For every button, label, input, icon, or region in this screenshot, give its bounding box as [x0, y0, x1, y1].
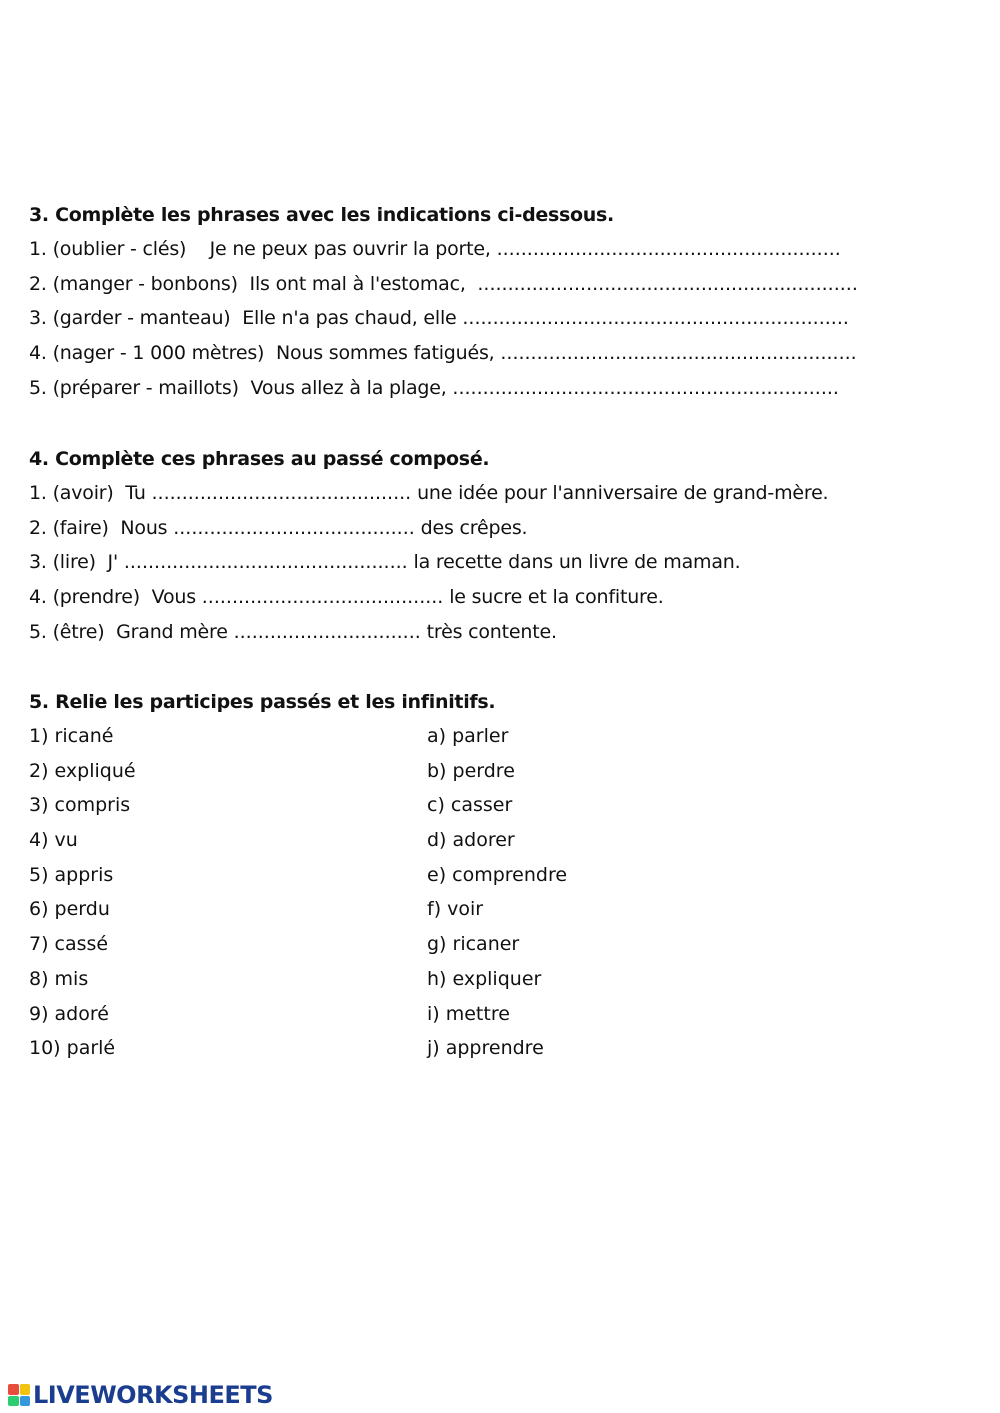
- match-row: [29, 788, 994, 823]
- exercise-4-item: [29, 615, 994, 650]
- item-subject: Grand mère: [116, 620, 228, 643]
- logo-square: [8, 1384, 19, 1395]
- item-text: Nous sommes fatigués,: [275, 342, 495, 365]
- answer-blank[interactable]: ...............................................................: [477, 272, 858, 295]
- infinitive-item[interactable]: a) parler: [427, 725, 509, 747]
- match-row: [29, 719, 994, 754]
- participle-item[interactable]: 6) perdu: [29, 898, 110, 921]
- logo-square: [20, 1396, 31, 1407]
- participle-item[interactable]: 5) appris: [29, 863, 114, 886]
- item-text: Ils ont mal à l'estomac,: [249, 272, 466, 295]
- item-hint: (garder - manteau): [52, 307, 231, 330]
- answer-blank[interactable]: ...............................: [233, 620, 421, 643]
- item-number: 5.: [29, 620, 47, 643]
- item-number: 2.: [29, 516, 47, 539]
- item-hint: (prendre): [52, 586, 140, 609]
- exercise-3-item: [29, 371, 994, 406]
- exercise-3-item: [29, 336, 994, 371]
- infinitive-item[interactable]: j) apprendre: [427, 1037, 544, 1060]
- participle-item[interactable]: 4) vu: [29, 829, 78, 852]
- item-text: des crêpes.: [420, 516, 528, 539]
- exercise-4-title: 4. Complète ces phrases au passé composé.: [29, 448, 490, 470]
- exercise-4: [29, 442, 994, 649]
- item-text: Vous allez à la plage,: [250, 376, 447, 399]
- item-hint: (lire): [52, 551, 96, 574]
- exercise-4-item: [29, 545, 994, 580]
- item-hint: (faire): [52, 516, 109, 539]
- infinitive-item[interactable]: g) ricaner: [427, 933, 520, 956]
- exercise-3-item: [29, 267, 994, 302]
- item-hint: (manger - bonbons): [52, 272, 238, 295]
- exercise-4-item: [29, 580, 994, 615]
- answer-blank[interactable]: ...........................................................: [500, 342, 857, 365]
- infinitive-item[interactable]: f) voir: [427, 898, 484, 921]
- item-hint: (avoir): [52, 482, 114, 504]
- item-number: 1.: [29, 482, 47, 504]
- logo-square: [8, 1396, 19, 1407]
- item-number: 5.: [29, 376, 47, 399]
- exercise-4-item: [29, 511, 994, 546]
- participle-item[interactable]: 10) parlé: [29, 1037, 116, 1060]
- exercise-3-item: [29, 232, 994, 267]
- item-hint: (nager - 1 000 mètres): [52, 342, 265, 365]
- item-text: le sucre et la confiture.: [449, 586, 664, 609]
- answer-blank[interactable]: .........................................................: [496, 238, 841, 260]
- match-row: [29, 1031, 994, 1066]
- match-row: [29, 754, 994, 789]
- participle-item[interactable]: 8) mis: [29, 967, 89, 990]
- exercise-3-item: [29, 301, 994, 336]
- logo-square: [20, 1384, 31, 1395]
- item-number: 4.: [29, 342, 47, 365]
- item-text: une idée pour l'anniversaire de grand-mère.: [417, 482, 829, 504]
- match-row: [29, 858, 994, 893]
- item-hint: (préparer - maillots): [52, 376, 239, 399]
- item-number: 3.: [29, 551, 47, 574]
- exercise-3: [29, 198, 994, 405]
- item-number: 2.: [29, 272, 47, 295]
- item-text: Je ne peux pas ouvrir la porte,: [209, 238, 491, 260]
- item-text: Elle n'a pas chaud, elle: [242, 307, 457, 330]
- item-subject: Nous: [120, 516, 168, 539]
- answer-blank[interactable]: ........................................: [173, 516, 415, 539]
- participle-item[interactable]: 9) adoré: [29, 1002, 109, 1025]
- item-subject: Tu: [125, 482, 146, 504]
- answer-blank[interactable]: ...............................................: [123, 551, 408, 574]
- logo-icon: [8, 1384, 30, 1406]
- item-subject: Vous: [151, 586, 196, 609]
- participle-item[interactable]: 1) ricané: [29, 725, 114, 747]
- item-number: 3.: [29, 307, 47, 330]
- match-row: [29, 823, 994, 858]
- answer-blank[interactable]: ...........................................: [151, 482, 412, 504]
- infinitive-item[interactable]: i) mettre: [427, 1002, 510, 1025]
- infinitive-item[interactable]: b) perdre: [427, 759, 515, 782]
- infinitive-item[interactable]: e) comprendre: [427, 863, 568, 886]
- exercise-4-item: [29, 476, 994, 511]
- match-row: [29, 927, 994, 962]
- infinitive-item[interactable]: d) adorer: [427, 829, 515, 852]
- match-row: [29, 892, 994, 927]
- answer-blank[interactable]: ........................................: [201, 586, 444, 609]
- answer-blank[interactable]: ................................................................: [452, 376, 839, 399]
- exercise-5-title: 5. Relie les participes passés et les infinitifs.: [29, 691, 496, 713]
- participle-item[interactable]: 2) expliqué: [29, 759, 136, 782]
- item-text: très contente.: [426, 620, 557, 643]
- match-row: [29, 962, 994, 997]
- answer-blank[interactable]: ................................................................: [462, 307, 849, 330]
- item-number: 4.: [29, 586, 47, 609]
- exercise-5: [29, 685, 994, 1066]
- item-hint: (être): [52, 620, 105, 643]
- participle-item[interactable]: 3) compris: [29, 794, 131, 817]
- exercise-3-title: 3. Complète les phrases avec les indications ci-dessous.: [29, 204, 614, 226]
- infinitive-item[interactable]: h) expliquer: [427, 967, 542, 990]
- item-number: 1.: [29, 238, 47, 260]
- participle-item[interactable]: 7) cassé: [29, 933, 109, 956]
- item-hint: (oublier - clés): [52, 238, 187, 260]
- match-row: [29, 997, 994, 1032]
- item-text: la recette dans un livre de maman.: [413, 551, 741, 574]
- infinitive-item[interactable]: c) casser: [427, 794, 513, 817]
- liveworksheets-logo: [8, 1380, 273, 1410]
- item-subject: J': [107, 551, 118, 574]
- logo-text: LIVEWORKSHEETS: [33, 1381, 273, 1409]
